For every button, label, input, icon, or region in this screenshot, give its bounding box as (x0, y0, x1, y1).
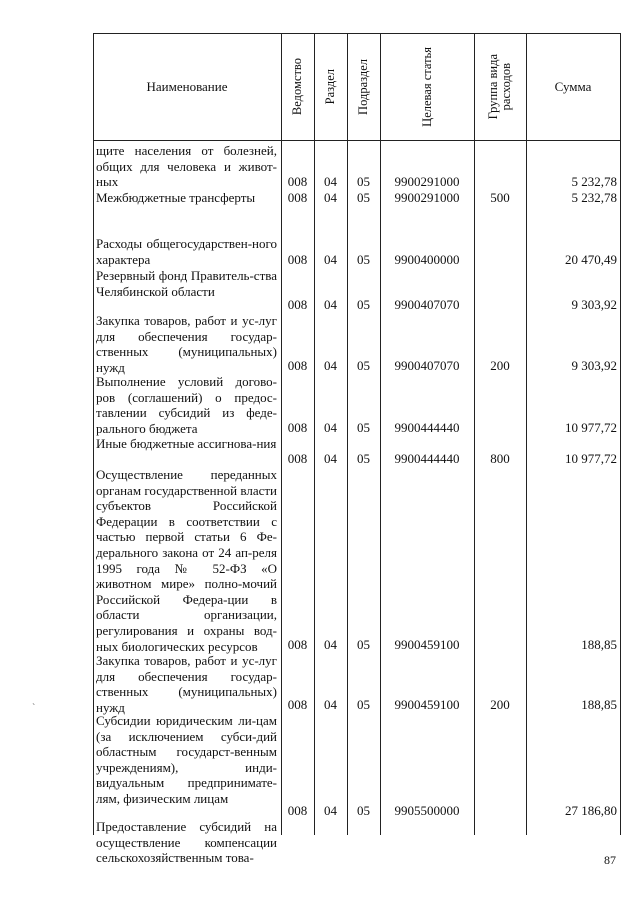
cell-celevaya: 9900291000 (394, 174, 460, 190)
cell-razdel: 04 (324, 297, 337, 313)
cell-podrazdel: 05 (357, 451, 370, 467)
row-name: Выполнение условий догово-ров (соглашений) о предос-тавлении субсидий из феде-рального бюджета (96, 374, 277, 436)
page-number: 87 (604, 853, 616, 867)
row-name: Субсидии юридическим ли-цам (за исключением субси-дий областным государст-венным учреждениям), инди-видуальным предпринимате-лям, физическим лицам (96, 713, 277, 806)
cell-summa: 188,85 (581, 697, 617, 713)
cell-podrazdel: 05 (357, 637, 370, 653)
cell-razdel: 04 (324, 252, 337, 268)
cell-celevaya: 9905500000 (394, 803, 460, 819)
row-name: Расходы общегосударствен-ного характера (96, 236, 277, 267)
table-row (93, 236, 620, 268)
cell-podrazdel: 05 (357, 252, 370, 268)
cell-podrazdel: 05 (357, 697, 370, 713)
cell-ved: 008 (287, 420, 308, 436)
table-row (93, 190, 620, 206)
cell-summa: 10 977,72 (565, 451, 617, 467)
table-row (93, 268, 620, 313)
cell-summa: 20 470,49 (565, 252, 617, 268)
header-ved: Ведомство (290, 57, 304, 116)
table-row (93, 819, 620, 869)
cell-razdel: 04 (324, 451, 337, 467)
cell-razdel: 04 (324, 190, 337, 206)
cell-ved: 008 (287, 252, 308, 268)
cell-gruppa: 200 (490, 358, 510, 374)
header-celevaya: Целевая статья (419, 46, 434, 127)
cell-celevaya: 9900459100 (394, 697, 460, 713)
cell-celevaya: 9900291000 (394, 190, 460, 206)
cell-celevaya: 9900400000 (394, 252, 460, 268)
table-row (93, 374, 620, 436)
cell-ved: 008 (287, 297, 308, 313)
row-name: Резервный фонд Правитель-ства Челябинской области (96, 268, 277, 299)
cell-ved: 008 (287, 637, 308, 653)
cell-gruppa: 500 (490, 190, 510, 206)
table-row (93, 436, 620, 467)
row-name: Закупка товаров, работ и ус-луг для обеспечения государ-ственных (муниципальных) нужд (96, 313, 277, 375)
cell-razdel: 04 (324, 420, 337, 436)
cell-podrazdel: 05 (357, 803, 370, 819)
cell-razdel: 04 (324, 637, 337, 653)
header-gruppa: Группа вида расходов (486, 53, 513, 120)
row-name: Межбюджетные трансферты (96, 190, 256, 205)
cell-razdel: 04 (324, 803, 337, 819)
header-razdel: Раздел (323, 68, 337, 105)
cell-podrazdel: 05 (357, 297, 370, 313)
table-row (93, 467, 620, 653)
cell-ved: 008 (287, 697, 308, 713)
cell-summa: 10 977,72 (565, 420, 617, 436)
row-name: Предоставление субсидий на осуществление компенсации сельскохозяйственным това- (96, 819, 277, 866)
cell-podrazdel: 05 (357, 190, 370, 206)
cell-celevaya: 9900459100 (394, 637, 460, 653)
cell-celevaya: 9900407070 (394, 358, 460, 374)
cell-summa: 27 186,80 (565, 803, 617, 819)
header-name: Наименование (146, 78, 228, 94)
row-name: Иные бюджетные ассигнова-ния (96, 436, 277, 451)
cell-razdel: 04 (324, 358, 337, 374)
cell-ved: 008 (287, 174, 308, 190)
table-row (93, 143, 620, 190)
cell-ved: 008 (287, 451, 308, 467)
cell-razdel: 04 (324, 697, 337, 713)
cell-podrazdel: 05 (357, 358, 370, 374)
cell-celevaya: 9900444440 (394, 451, 460, 467)
header-podrazdel: Подраздел (356, 58, 370, 115)
row-name: щите населения от болезней, общих для человека и живот-ных (96, 143, 277, 190)
cell-ved: 008 (287, 190, 308, 206)
cell-gruppa: 200 (490, 697, 510, 713)
cell-ved: 008 (287, 803, 308, 819)
cell-podrazdel: 05 (357, 174, 370, 190)
cell-razdel: 04 (324, 174, 337, 190)
table-row (93, 653, 620, 713)
cell-ved: 008 (287, 358, 308, 374)
row-name: Закупка товаров, работ и ус-луг для обеспечения государ-ственных (муниципальных) нужд (96, 653, 277, 715)
cell-gruppa: 800 (490, 451, 510, 467)
table-row (93, 313, 620, 374)
cell-summa: 188,85 (581, 637, 617, 653)
cell-summa: 5 232,78 (571, 190, 617, 206)
row-name: Осуществление переданных органам государственной власти субъектов Российской Федерации в соответствии с частью первой статьи 6 Фе-дерального закона от 24 ап-реля 1995 года № 52-ФЗ «О животном мире» полно-мочий Российской Федера-ции в области организации, регулирования и охраны вод-ных биологических ресурсов (96, 467, 277, 654)
cell-summa: 9 303,92 (571, 297, 617, 313)
cell-podrazdel: 05 (357, 420, 370, 436)
margin-mark: ` (32, 703, 36, 714)
cell-celevaya: 9900407070 (394, 297, 460, 313)
cell-celevaya: 9900444440 (394, 420, 460, 436)
table-row (93, 713, 620, 819)
cell-summa: 5 232,78 (571, 174, 617, 190)
header-summa: Сумма (554, 78, 592, 94)
cell-summa: 9 303,92 (571, 358, 617, 374)
